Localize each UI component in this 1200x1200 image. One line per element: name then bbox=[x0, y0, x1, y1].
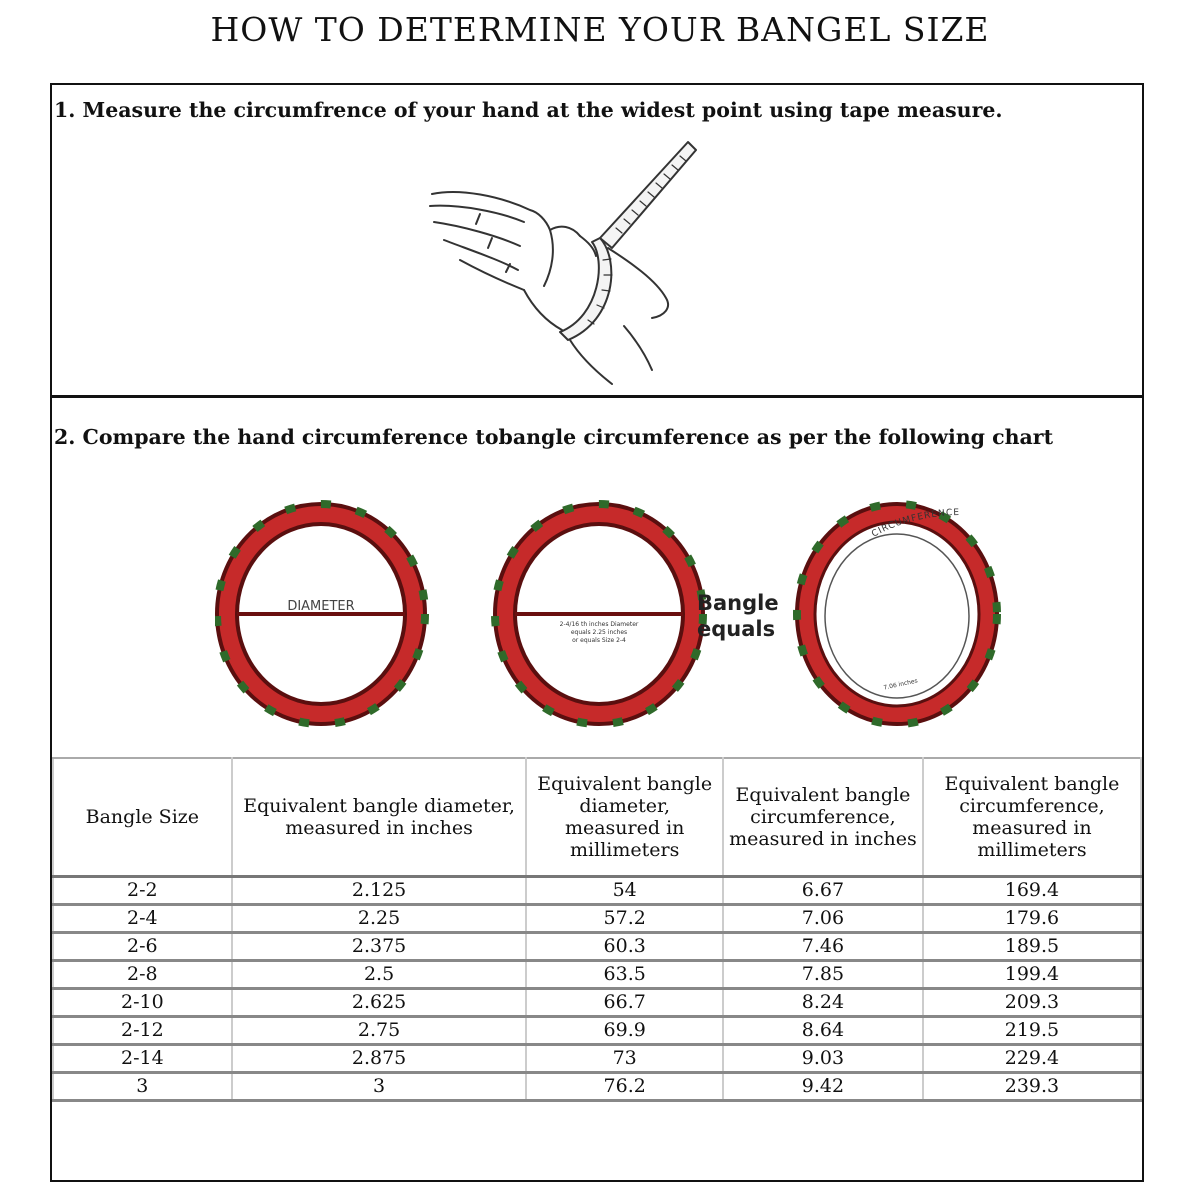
hand-measure-icon bbox=[420, 130, 700, 390]
cell-diameter-mm: 54 bbox=[526, 877, 722, 905]
cell-circumference-in: 7.85 bbox=[723, 961, 923, 989]
cell-circumference-in: 9.42 bbox=[723, 1073, 923, 1101]
cell-diameter-mm: 69.9 bbox=[526, 1017, 722, 1045]
cell-size: 2-10 bbox=[53, 989, 232, 1017]
header-bangle-size: Bangle Size bbox=[53, 758, 232, 877]
cell-diameter-mm: 73 bbox=[526, 1045, 722, 1073]
table-row bbox=[53, 961, 1141, 989]
cell-circumference-mm: 169.4 bbox=[923, 877, 1141, 905]
header-diameter-inches: Equivalent bangle diameter, measured in inches bbox=[232, 758, 527, 877]
cell-circumference-in: 8.64 bbox=[723, 1017, 923, 1045]
table-row bbox=[53, 905, 1141, 933]
cell-circumference-in: 9.03 bbox=[723, 1045, 923, 1073]
cell-circumference-mm: 239.3 bbox=[923, 1073, 1141, 1101]
header-circumference-mm: Equivalent bangle circumference, measured in millimeters bbox=[923, 758, 1141, 877]
cell-diameter-in: 2.75 bbox=[232, 1017, 527, 1045]
bangle-diagram bbox=[215, 500, 1015, 730]
cell-diameter-in: 2.625 bbox=[232, 989, 527, 1017]
circumference-label: CIRCUMFERENCE bbox=[870, 508, 961, 540]
cell-size: 2-6 bbox=[53, 933, 232, 961]
cell-circumference-mm: 219.5 bbox=[923, 1017, 1141, 1045]
bangle-measured-icon bbox=[495, 504, 703, 724]
cell-size: 2-14 bbox=[53, 1045, 232, 1073]
bangle-circumference-icon bbox=[797, 504, 997, 724]
bangle-size-table bbox=[52, 757, 1142, 1102]
cell-circumference-in: 8.24 bbox=[723, 989, 923, 1017]
cell-size: 2-4 bbox=[53, 905, 232, 933]
bangle-equals-text bbox=[697, 590, 779, 642]
inches-label: 7.06 inches bbox=[883, 677, 919, 692]
cell-diameter-mm: 66.7 bbox=[526, 989, 722, 1017]
header-diameter-mm: Equivalent bangle diameter, measured in millimeters bbox=[526, 758, 722, 877]
cell-diameter-in: 2.875 bbox=[232, 1045, 527, 1073]
diameter-note-line1: 2-4/16 th inches Diameter bbox=[559, 621, 639, 628]
table-row bbox=[53, 1017, 1141, 1045]
cell-size: 2-2 bbox=[53, 877, 232, 905]
table-row bbox=[53, 1045, 1141, 1073]
cell-diameter-in: 2.5 bbox=[232, 961, 527, 989]
cell-size: 3 bbox=[53, 1073, 232, 1101]
cell-circumference-mm: 189.5 bbox=[923, 933, 1141, 961]
diameter-label: DIAMETER bbox=[287, 599, 355, 614]
cell-circumference-mm: 229.4 bbox=[923, 1045, 1141, 1073]
table-row bbox=[53, 933, 1141, 961]
header-circumference-inches: Equivalent bangle circumference, measured in inches bbox=[723, 758, 923, 877]
bangle-diameter-icon bbox=[217, 504, 425, 724]
cell-circumference-in: 7.06 bbox=[723, 905, 923, 933]
cell-diameter-mm: 60.3 bbox=[526, 933, 722, 961]
cell-circumference-in: 7.46 bbox=[723, 933, 923, 961]
cell-circumference-mm: 209.3 bbox=[923, 989, 1141, 1017]
cell-circumference-mm: 199.4 bbox=[923, 961, 1141, 989]
table-row bbox=[53, 877, 1141, 905]
diameter-note-line3: or equals Size 2-4 bbox=[572, 637, 626, 644]
table-row bbox=[53, 1073, 1141, 1101]
step-2-text: 2. Compare the hand circumference tobangle circumference as per the following chart bbox=[54, 425, 1054, 449]
cell-diameter-mm: 76.2 bbox=[526, 1073, 722, 1101]
bangle-word: Bangle bbox=[697, 591, 779, 615]
cell-diameter-in: 3 bbox=[232, 1073, 527, 1101]
cell-size: 2-12 bbox=[53, 1017, 232, 1045]
diameter-note-line2: equals 2.25 inches bbox=[570, 629, 628, 636]
cell-size: 2-8 bbox=[53, 961, 232, 989]
section-divider bbox=[50, 395, 1144, 398]
equals-word: equals bbox=[697, 617, 776, 641]
cell-circumference-mm: 179.6 bbox=[923, 905, 1141, 933]
table-header-row bbox=[53, 758, 1141, 877]
cell-circumference-in: 6.67 bbox=[723, 877, 923, 905]
table-row bbox=[53, 989, 1141, 1017]
cell-diameter-in: 2.375 bbox=[232, 933, 527, 961]
page-title: HOW TO DETERMINE YOUR BANGEL SIZE bbox=[210, 10, 990, 49]
cell-diameter-in: 2.25 bbox=[232, 905, 527, 933]
cell-diameter-in: 2.125 bbox=[232, 877, 527, 905]
cell-diameter-mm: 57.2 bbox=[526, 905, 722, 933]
cell-diameter-mm: 63.5 bbox=[526, 961, 722, 989]
step-1-text: 1. Measure the circumfrence of your hand at the widest point using tape measure. bbox=[54, 98, 1003, 122]
